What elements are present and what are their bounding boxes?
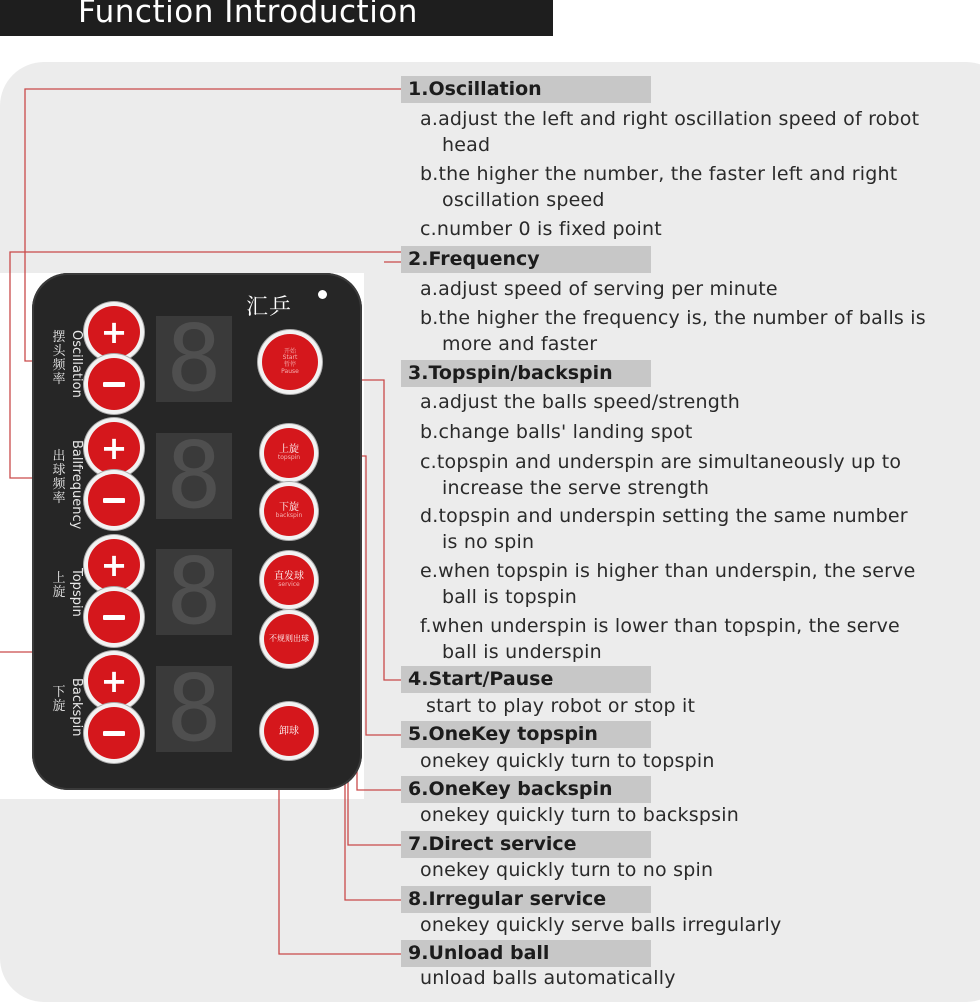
section-line: b.the higher the number, the faster left and right <box>420 163 898 185</box>
section-line: start to play robot or stop it <box>426 695 696 717</box>
section-line: e.when topspin is higher than underspin, the serve <box>420 560 916 582</box>
oscillation-minus-button[interactable] <box>88 358 140 410</box>
label-oscillation-cn: 摆头频率 <box>52 330 66 387</box>
label-topspin-en: Topspin <box>69 568 84 617</box>
label-oscillation-en: Oscillation <box>69 330 84 398</box>
section-title: 2.Frequency <box>408 248 540 270</box>
start-en-label: Start <box>282 354 298 362</box>
backspin-display <box>156 655 232 762</box>
section-line: oscillation speed <box>442 189 605 211</box>
section-title: 5.OneKey topspin <box>408 723 598 745</box>
section-line: c.number 0 is fixed point <box>420 218 662 240</box>
section-line: c.topspin and underspin are simultaneously up to <box>420 451 902 473</box>
section-header-oscillation <box>401 76 651 103</box>
section-header-topspin-backspin <box>401 360 651 387</box>
topspin-cn-label: 上旋 <box>279 444 299 456</box>
display-digit: 8 <box>166 305 222 412</box>
section-line: onekey quickly serve balls irregularly <box>420 914 782 936</box>
onekey-topspin-button[interactable] <box>264 428 314 478</box>
label-frequency-cn: 出球频率 <box>52 449 66 506</box>
section-line: b.change balls' landing spot <box>420 421 693 443</box>
pause-cn-label: 暂停 <box>283 361 296 368</box>
label-topspin-cn: 上旋 <box>52 571 66 600</box>
direct-en-label: service <box>278 581 300 589</box>
section-line: f.when underspin is lower than topspin, the serve <box>420 615 900 637</box>
section-header-frequency <box>401 246 651 273</box>
irregular-cn-label: 不规则出球 <box>269 633 309 643</box>
label-frequency-en: Ballfrequency <box>69 440 84 530</box>
topspin-minus-button[interactable] <box>88 591 140 643</box>
section-line: onekey quickly turn to backspsin <box>420 804 739 826</box>
direct-service-button[interactable] <box>264 555 314 605</box>
topspin-en-label: topspin <box>277 454 301 462</box>
start-pause-button[interactable] <box>262 334 318 390</box>
oscillation-display <box>156 305 232 412</box>
section-title: 1.Oscillation <box>408 78 542 100</box>
section-line: increase the serve strength <box>442 477 710 499</box>
section-title: 6.OneKey backspin <box>408 778 613 800</box>
section-line: d.topspin and underspin setting the same number <box>420 505 908 527</box>
display-digit: 8 <box>166 538 222 645</box>
section-line: onekey quickly turn to topspin <box>420 750 715 772</box>
section-header-unload-ball <box>401 940 651 967</box>
section-header-direct-service <box>401 831 651 858</box>
minus-icon <box>103 498 125 503</box>
brand-logo: 汇乒 <box>246 295 293 320</box>
irregular-service-button[interactable] <box>264 614 314 664</box>
section-line: ball is underspin <box>442 641 602 663</box>
frequency-plus-button[interactable]: + <box>88 422 140 474</box>
backspin-en-label: backspin <box>275 512 303 520</box>
pause-en-label: Pause <box>281 367 299 375</box>
frequency-minus-button[interactable] <box>88 474 140 526</box>
section-header-start-pause <box>401 666 651 693</box>
section-title: 9.Unload ball <box>408 942 550 964</box>
section-header-onekey-topspin <box>401 721 651 748</box>
display-digit: 8 <box>166 422 222 529</box>
section-line: unload balls automatically <box>420 967 676 989</box>
section-title: 8.Irregular service <box>408 888 607 910</box>
section-title: 4.Start/Pause <box>408 668 554 690</box>
topspin-display <box>156 538 232 645</box>
backspin-minus-button[interactable] <box>88 707 140 759</box>
backspin-cn-label: 下旋 <box>279 502 299 514</box>
onekey-backspin-button[interactable] <box>264 486 314 536</box>
section-title: 7.Direct service <box>408 833 577 855</box>
backspin-plus-button[interactable]: + <box>88 655 140 707</box>
section-line: a.adjust the balls speed/strength <box>420 391 740 413</box>
label-backspin-en: Backspin <box>69 678 84 737</box>
frequency-display <box>156 422 232 529</box>
section-line: head <box>442 134 491 156</box>
oscillation-plus-button[interactable]: + <box>88 306 140 358</box>
direct-cn-label: 直发球 <box>274 571 304 583</box>
start-cn-label: 开始 <box>283 347 296 355</box>
unload-ball-button[interactable] <box>264 706 314 756</box>
topspin-plus-button[interactable]: + <box>88 539 140 591</box>
minus-icon <box>103 731 125 736</box>
section-line: onekey quickly turn to no spin <box>420 859 714 881</box>
section-header-irregular-service <box>401 886 651 913</box>
minus-icon <box>103 382 125 387</box>
section-line: a.adjust speed of serving per minute <box>420 278 778 300</box>
page-title: Function Introduction <box>78 0 418 30</box>
section-line: is no spin <box>442 531 535 553</box>
section-line: more and faster <box>442 333 598 355</box>
leader-unload-ball <box>279 770 401 954</box>
unload-cn-label: 卸球 <box>279 725 299 737</box>
trademark-mark-icon <box>318 290 327 299</box>
section-line: a.adjust the left and right oscillation speed of robot <box>420 108 920 130</box>
section-line: ball is topspin <box>442 586 577 608</box>
section-header-onekey-backspin <box>401 776 651 803</box>
section-line: b.the higher the frequency is, the number of balls is <box>420 307 926 329</box>
minus-icon <box>103 615 125 620</box>
label-backspin-cn: 下旋 <box>52 685 66 714</box>
display-digit: 8 <box>166 655 222 762</box>
section-title: 3.Topspin/backspin <box>408 362 613 384</box>
